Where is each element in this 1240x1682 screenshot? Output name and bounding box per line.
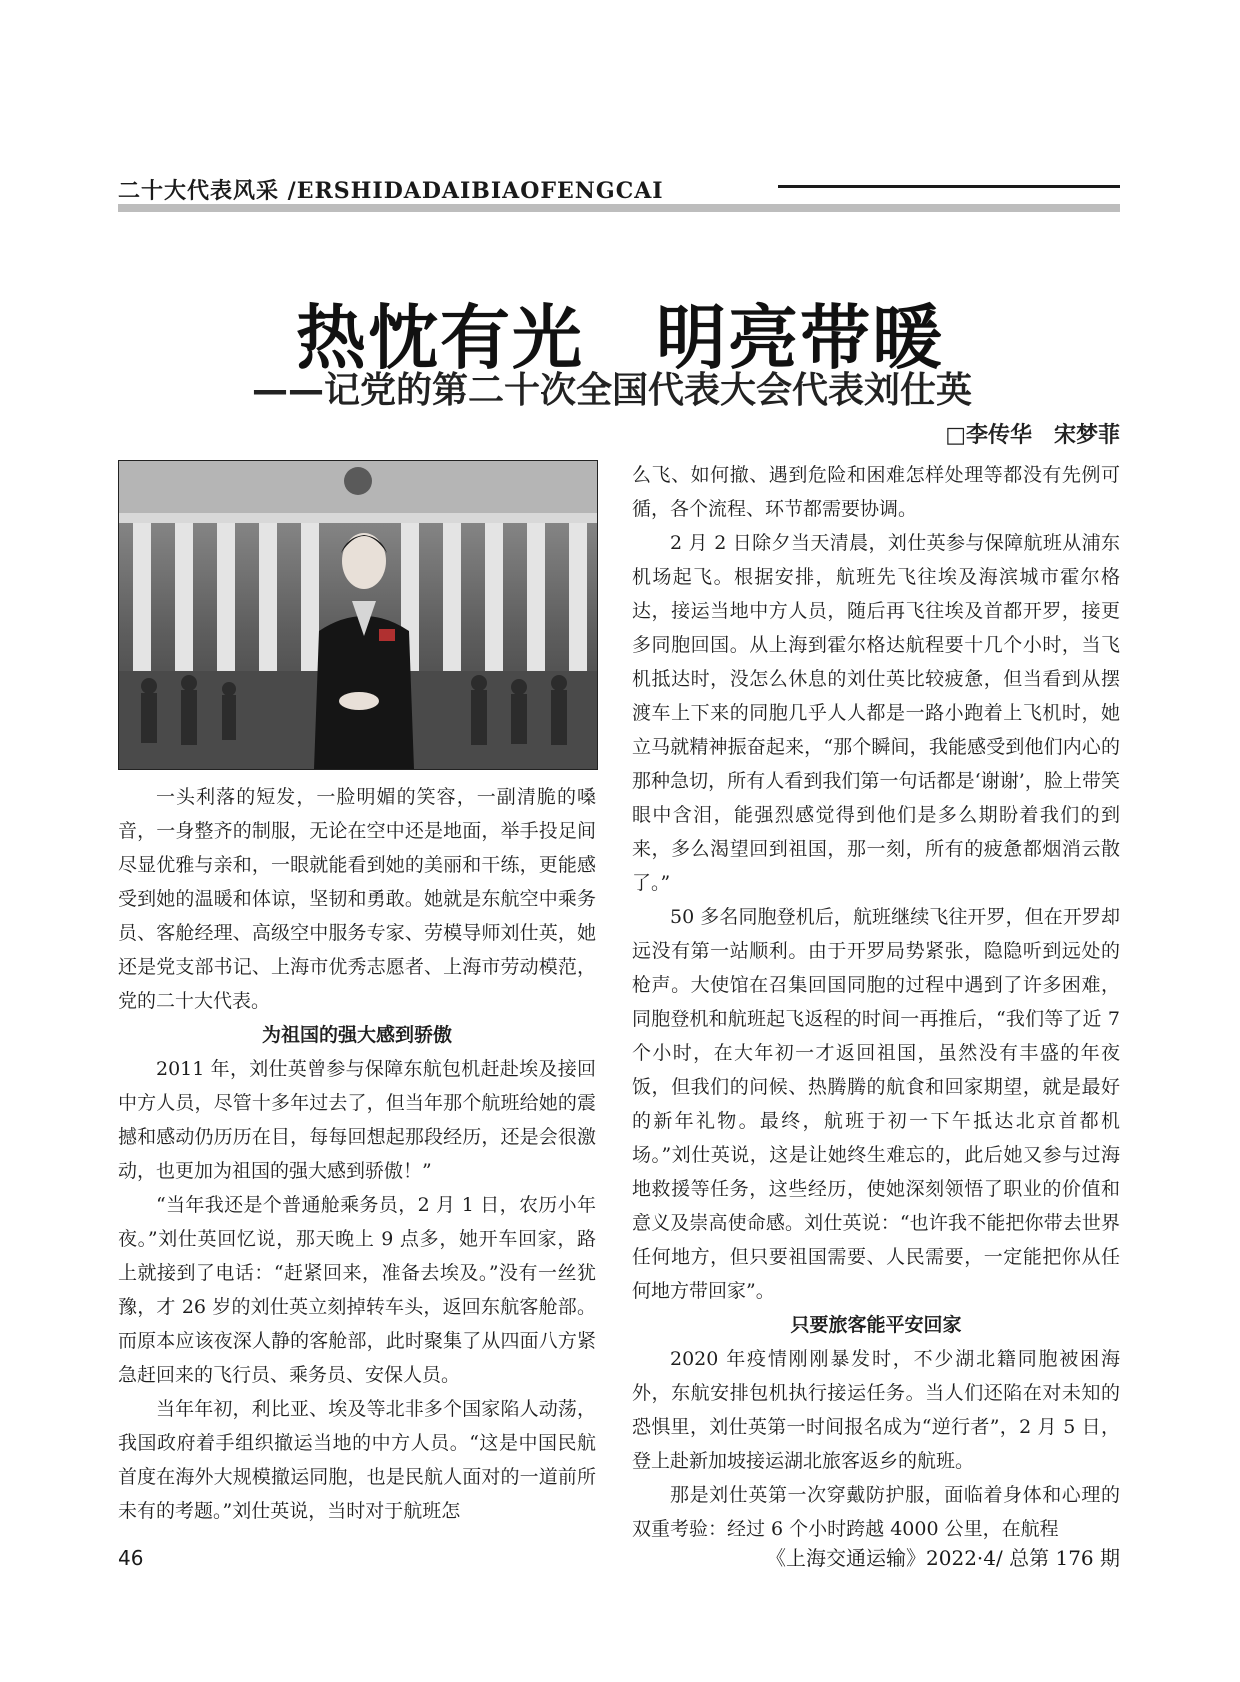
section-heading: 只要旅客能平安回家 bbox=[790, 1314, 962, 1336]
paragraph: 那是刘仕英第一次穿戴防护服，面临着身体和心理的双重考验：经过 6 个小时跨越 4000 公里，在航程 bbox=[632, 1484, 1120, 1540]
paragraph: 2 月 2 日除夕当天清晨，刘仕英参与保障航班从浦东机场起飞。根据安排，航班先飞往埃及海滨城市霍尔格达，接运当地中方人员，随后再飞往埃及首都开罗，接更多同胞回国。从上海到霍尔格达航程要十几个小时，当飞机抵达时，没怎么休息的刘仕英比较疲惫，但当看到从摆渡车上下来的同胞几乎人人都是一路小跑着上飞机时，她立马就精神振奋起来，“那个瞬间，我能感受到他们内心的那种急切，所有人看到我们第一句话都是‘谢谢’，脸上带笑眼中含泪，能强烈感觉得到他们是多么期盼着我们的到来，多么渴望回到祖国，那一刻，所有的疲惫都烟消云散了。” bbox=[632, 532, 1120, 894]
journal-issue: 《上海交通运输》2022·4/ 总第 176 期 bbox=[766, 1546, 1120, 1570]
paragraph: 2020 年疫情刚刚暴发时，不少湖北籍同胞被困海外，东航安排包机执行接运任务。当人们还陷在对未知的恐惧里，刘仕英第一时间报名成为“逆行者”，2 月 5 日，登上赴新加坡接运湖北旅客返乡的航班。 bbox=[632, 1348, 1120, 1472]
paragraph: “当年我还是个普通舱乘务员，2 月 1 日，农历小年夜。”刘仕英回忆说，那天晚上 9 点多，她开车回家，路上就接到了电话：“赶紧回来，准备去埃及。”没有一丝犹豫，才 26 岁的刘仕英立刻掉转车头，返回东航客舱部。而原本应该夜深人静的客舱部，此时聚集了从四面八方紧急赶回来的飞行员、乘务员、安保人员。 bbox=[118, 1194, 596, 1386]
header-rule bbox=[778, 185, 1120, 188]
article-subtitle: ——记党的第二十次全国代表大会代表刘仕英 bbox=[252, 370, 973, 411]
photo-illustration bbox=[119, 461, 597, 769]
article-title: 热忱有光 明亮带暖 bbox=[296, 297, 944, 379]
header-bar bbox=[118, 204, 1120, 212]
paragraph: 当年年初，利比亚、埃及等北非多个国家陷人动荡，我国政府着手组织撤运当地的中方人员。“这是中国民航首度在海外大规模撤运同胞，也是民航人面对的一道前所未有的考题。”刘仕英说，当时对于航班怎 bbox=[118, 1398, 596, 1522]
section-header bbox=[118, 168, 1120, 208]
article-byline: □李传华 宋梦菲 bbox=[945, 423, 1120, 448]
left-column bbox=[118, 780, 596, 1528]
right-column bbox=[632, 458, 1120, 1546]
paragraph: 50 多名同胞登机后，航班继续飞往开罗，但在开罗却远没有第一站顺利。由于开罗局势紧张，隐隐听到远处的枪声。大使馆在召集回国同胞的过程中遇到了许多困难，同胞登机和航班起飞返程的时间一再推后，“我们等了近 7 个小时，在大年初一才返回祖国，虽然没有丰盛的年夜饭，但我们的问候、热腾腾的航食和回家期望，就是最好的新年礼物。最终，航班于初一下午抵达北京首都机场。”刘仕英说，这是让她终生难忘的，此后她又参与过海地救援等任务，这些经历，使她深刻领悟了职业的价值和意义及崇高使命感。刘仕英说：“也许我不能把你带去世界任何地方，但只要祖国需要、人民需要，一定能把你从任何地方带回家”。 bbox=[632, 906, 1120, 1302]
portrait-photo bbox=[118, 460, 598, 770]
paragraph: 一头利落的短发，一脸明媚的笑容，一副清脆的嗓音，一身整齐的制服，无论在空中还是地面，举手投足间尽显优雅与亲和，一眼就能看到她的美丽和干练，更能感受到她的温暖和体谅，坚韧和勇敢。她就是东航空中乘务员、客舱经理、高级空中服务专家、劳模导师刘仕英，她还是党支部书记、上海市优秀志愿者、上海市劳动模范，党的二十大代表。 bbox=[118, 786, 596, 1012]
paragraph: 2011 年，刘仕英曾参与保障东航包机赶赴埃及接回中方人员，尽管十多年过去了，但当年那个航班给她的震撼和感动仍历历在目，每每回想起那段经历，还是会很激动，也更加为祖国的强大感到骄傲！” bbox=[118, 1058, 596, 1182]
paragraph: 么飞、如何撤、遇到危险和困难怎样处理等都没有先例可循，各个流程、环节都需要协调。 bbox=[632, 464, 1120, 520]
section-heading: 为祖国的强大感到骄傲 bbox=[261, 1024, 452, 1046]
section-header-text: 二十大代表风采 /ERSHIDADAIBIAOFENGCAI bbox=[118, 178, 664, 204]
page-number: 46 bbox=[118, 1546, 144, 1570]
